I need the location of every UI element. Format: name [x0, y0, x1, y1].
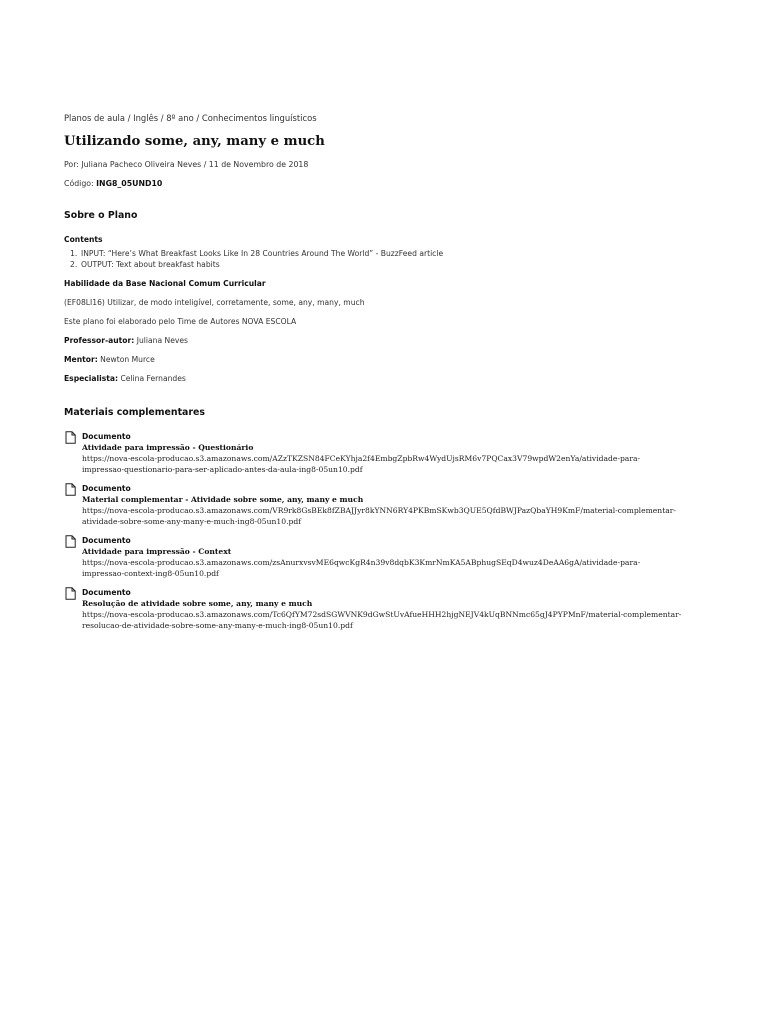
document-icon	[65, 587, 76, 600]
list-item-text: OUTPUT: Text about breakfast habits	[81, 260, 220, 269]
skill-text: (EF08LI16) Utilizar, de modo inteligível, corretamente, some, any, many, much	[64, 298, 365, 307]
team-text: Este plano foi elaborado pelo Time de Autores NOVA ESCOLA	[64, 317, 297, 326]
lesson-code-value: ING8_05UND10	[96, 179, 163, 188]
specialist-label: Especialista:	[64, 374, 119, 383]
list-item-text: INPUT: “Here’s What Breakfast Looks Like In 28 Countries Around The World” - BuzzFeed article	[81, 249, 444, 258]
material-type: Documento	[82, 484, 131, 493]
specialist-line	[64, 373, 724, 384]
mentor-label: Mentor:	[64, 355, 98, 364]
contents-heading: Contents	[64, 235, 103, 244]
material-url-continued[interactable]: impressao-questionario-para-ser-aplicado-antes-da-aula-ing8-05un10.pdf	[82, 465, 363, 474]
document-icon	[65, 483, 76, 496]
material-url[interactable]: https://nova-escola-producao.s3.amazonaws.com/Tc6QfYM72sdSGWVNK9dGwStUvAfueHHH2hjgNEJV4kUqBNNmc65gJ4PYPMnF/material-complementar-	[82, 610, 682, 619]
material-title: Material complementar - Atividade sobre some, any, many e much	[82, 495, 364, 504]
document-icon	[65, 431, 76, 444]
material-url-continued[interactable]: impressao-context-ing8-05un10.pdf	[82, 569, 219, 578]
list-item: 2. OUTPUT: Text about breakfast habits	[70, 260, 220, 269]
material-item[interactable]	[64, 431, 724, 475]
material-type: Documento	[82, 588, 131, 597]
page-title: Utilizando some, any, many e much	[64, 134, 325, 149]
contents-list	[64, 248, 724, 270]
byline: Por: Juliana Pacheco Oliveira Neves / 11 de Novembro de 2018	[64, 160, 309, 169]
material-url[interactable]: https://nova-escola-producao.s3.amazonaws.com/VR9rk8GsBEk8fZBAJJyr8kYNN6RY4PKBmSKwb3QUE5QfdBWJPazQbaYH9KmF/material-complementar-	[82, 506, 676, 515]
material-title: Resolução de atividade sobre some, any, many e much	[82, 599, 313, 608]
material-url-continued[interactable]: atividade-sobre-some-any-many-e-much-ing8-05un10.pdf	[82, 517, 302, 526]
materials-list	[64, 431, 724, 631]
document-icon	[65, 535, 76, 548]
material-title: Atividade para impressão - Context	[82, 547, 232, 556]
material-url[interactable]: https://nova-escola-producao.s3.amazonaws.com/zsAnurxvsvME6qwcKgR4n39v8dqbK3KmrNmKA5ABphugSEqD4wuz4DeAA6gA/atividade-para-	[82, 558, 641, 567]
bncc-heading: Habilidade da Base Nacional Comum Curricular	[64, 279, 266, 288]
author-label: Professor-autor:	[64, 336, 135, 345]
material-type: Documento	[82, 536, 131, 545]
lesson-code-label: Código:	[64, 179, 97, 188]
material-item[interactable]	[64, 483, 724, 527]
breadcrumb: Planos de aula / Inglês / 8º ano / Conhecimentos linguísticos	[64, 113, 317, 123]
mentor-value: Newton Murce	[97, 355, 155, 364]
material-item[interactable]	[64, 535, 724, 579]
material-title: Atividade para impressão - Questionário	[82, 443, 254, 452]
materials-heading: Materiais complementares	[64, 407, 205, 418]
document-page	[64, 112, 724, 639]
about-heading: Sobre o Plano	[64, 210, 138, 221]
list-item: 1. INPUT: “Here’s What Breakfast Looks Like In 28 Countries Around The World” - BuzzFeed article	[70, 249, 444, 258]
mentor-line	[64, 354, 724, 365]
material-url-continued[interactable]: resolucao-de-atividade-sobre-some-any-many-e-much-ing8-05un10.pdf	[82, 621, 353, 630]
specialist-value: Celina Fernandes	[118, 374, 186, 383]
author-line	[64, 335, 724, 346]
material-type: Documento	[82, 432, 131, 441]
lesson-code	[64, 178, 724, 189]
material-url[interactable]: https://nova-escola-producao.s3.amazonaws.com/AZzTKZSN84FCeKYhja2f4EmbgZpbRw4WydUjsRM6v7PQCax3V79wpdW2enYa/atividade-para-	[82, 454, 641, 463]
material-item[interactable]	[64, 587, 724, 631]
author-value: Juliana Neves	[134, 336, 188, 345]
